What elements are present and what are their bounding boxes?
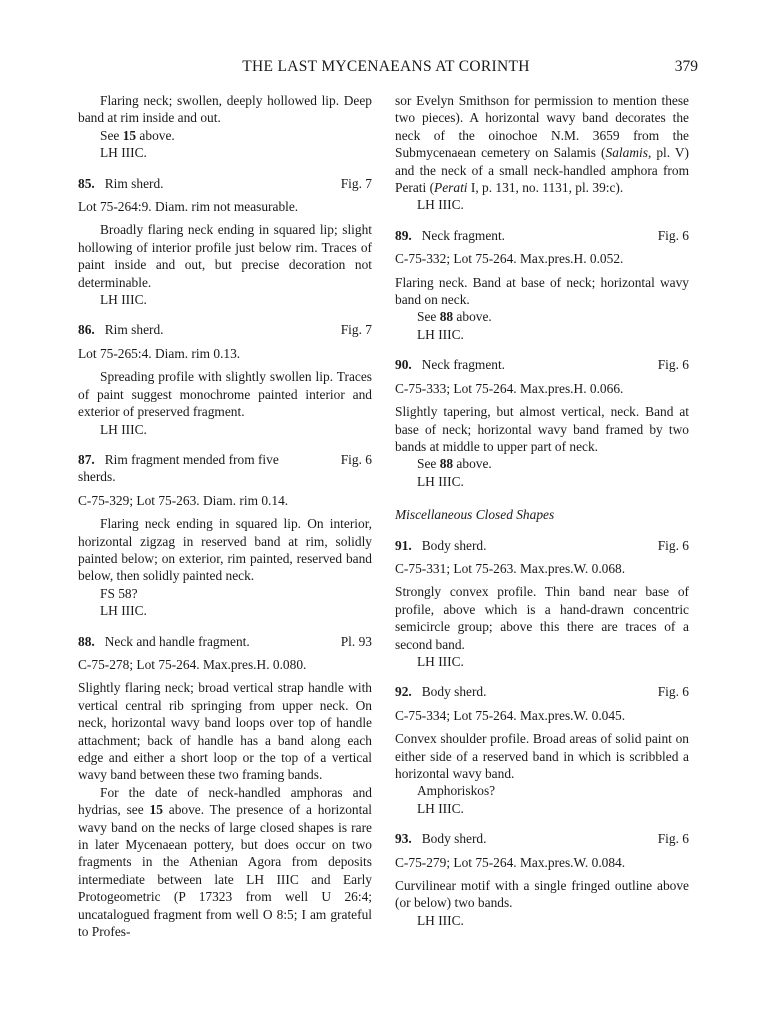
entry-84-description: Flaring neck; swollen, deeply hollowed lip. Deep band at rim inside and out. [78,93,372,126]
entry-93-date: LH IIIC. [417,912,464,928]
entry-89-date: LH IIIC. [417,326,464,342]
entry-89-heading: 89. Neck fragment. Fig. 6 [395,227,689,243]
entry-88-note-continued: sor Evelyn Smithson for permission to mention these two pieces). A horizontal wavy band decorates the neck of the oinochoe N.M. 3659 from the Submycenaean cemetery on Salamis (Salamis, pl. V) and the neck of a small neck-handled amphora from Perati (Perati I, p. 131, no. 1131, pl. 39:c). [395,93,690,196]
entry-92-heading: 92. Body sherd. Fig. 6 [395,684,689,700]
entry-90-see: See 88 above. [417,456,492,472]
entry-84-see: See 15 above. [100,127,175,143]
entry-92-fig: Fig. 6 [657,684,689,700]
entry-90-description: Slightly tapering, but almost vertical, neck. Band at base of neck; horizontal wavy band framed by two bands at middle to upper part of neck. [395,404,689,454]
entry-85-catalog: Lot 75-264:9. Diam. rim not measurable. [78,199,299,215]
entry-91-catalog: C-75-331; Lot 75-263. Max.pres.W. 0.068. [395,560,626,576]
entry-90-heading: 90. Neck fragment. Fig. 6 [395,357,689,373]
entry-90-date: LH IIIC. [417,473,464,489]
entry-86-catalog: Lot 75-265:4. Diam. rim 0.13. [78,345,241,361]
right-column [395,92,689,929]
entry-88-note: For the date of neck-handled amphoras and hydrias, see 15 above. The presence of a horizontal wavy band on the necks of large closed shapes is rare in later Mycenaean pottery, but does occur on two fragments in the Athenian Agora from deposits intermediate between late LH IIIC and Early Protogeometric (P 17323 from well U 26:4; uncatalogued fragment from well O 8:5; I am grateful to Profes- [78,784,372,940]
entry-86-heading: 86. Rim sherd. Fig. 7 [78,322,372,338]
entry-91-heading: 91. Body sherd. Fig. 6 [395,537,689,553]
entry-87-fs: FS 58? [100,585,138,601]
entry-93-heading: 93. Body sherd. Fig. 6 [395,831,689,847]
entry-85-fig: Fig. 7 [340,175,372,191]
entry-91-description: Strongly convex profile. Thin band near base of profile, above which is a hand-drawn concentric semicircle group; above this there are traces of a second band. [395,584,689,652]
entry-93-fig: Fig. 6 [657,831,689,847]
entry-92-catalog: C-75-334; Lot 75-264. Max.pres.W. 0.045. [395,707,626,723]
entry-84-date: LH IIIC. [100,145,147,161]
entry-91-date: LH IIIC. [417,653,464,669]
entry-89-description: Flaring neck. Band at base of neck; horizontal wavy band on neck. [395,274,689,308]
running-header [74,58,698,80]
entry-86-description: Spreading profile with slightly swollen lip. Traces of paint suggest monochrome painted interior and exterior of preserved fragment. [78,369,372,420]
entry-93-catalog: C-75-279; Lot 75-264. Max.pres.W. 0.084. [395,854,626,870]
left-column [78,92,372,940]
entry-90-catalog: C-75-333; Lot 75-264. Max.pres.H. 0.066. [395,380,624,396]
entry-89-see: See 88 above. [417,309,492,325]
running-title: THE LAST MYCENAEANS AT CORINTH [242,58,530,75]
entry-89-catalog: C-75-332; Lot 75-264. Max.pres.H. 0.052. [395,251,624,267]
entry-87-date: LH IIIC. [100,603,147,619]
entry-88-description: Slightly flaring neck; broad vertical strap handle with vertical central rib springing from upper neck. On neck, horizontal wavy band loops over top of handle attachment; back of handle has a band along each edge and either a short loop or the top of a vertical wavy band between these two framing bands. [78,680,372,783]
entry-93-description: Curvilinear motif with a single fringed outline above (or below) two bands. [395,878,689,911]
entry-92-description: Convex shoulder profile. Broad areas of solid paint on either side of a reserved band in which is scribbled a horizontal wavy band. [395,731,689,781]
entry-87-fig: Fig. 6 [340,451,372,467]
entry-87-catalog: C-75-329; Lot 75-263. Diam. rim 0.14. [78,492,289,508]
entry-87-heading: 87. Rim fragment mended from five sherds. Fig. 6 [78,451,372,485]
entry-88-date: LH IIIC. [417,197,464,213]
entry-85-date: LH IIIC. [100,292,147,308]
entry-88-catalog: C-75-278; Lot 75-264. Max.pres.H. 0.080. [78,656,307,672]
entry-86-date: LH IIIC. [100,421,147,437]
entry-88-heading: 88. Neck and handle fragment. Pl. 93 [78,633,372,649]
entry-90-fig: Fig. 6 [657,357,689,373]
entry-92-date: LH IIIC. [417,800,464,816]
page-number: 379 [674,58,698,75]
entry-89-fig: Fig. 6 [657,227,689,243]
entry-87-description: Flaring neck ending in squared lip. On interior, horizontal zigzag in reserved band at rim, solidly painted below; on exterior, rim painted, reserved band below, then solidly painted neck. [78,516,372,584]
entry-92-extra: Amphoriskos? [417,783,496,799]
entry-85-heading: 85. Rim sherd. Fig. 7 [78,175,372,191]
entry-88-fig: Pl. 93 [340,633,372,649]
section-heading: Miscellaneous Closed Shapes [395,507,555,523]
entry-86-fig: Fig. 7 [340,322,372,338]
entry-91-fig: Fig. 6 [657,537,689,553]
entry-85-description: Broadly flaring neck ending in squared lip; slight hollowing of interior profile just below rim. Traces of paint inside and out, but precise decoration not determinable. [78,222,372,290]
